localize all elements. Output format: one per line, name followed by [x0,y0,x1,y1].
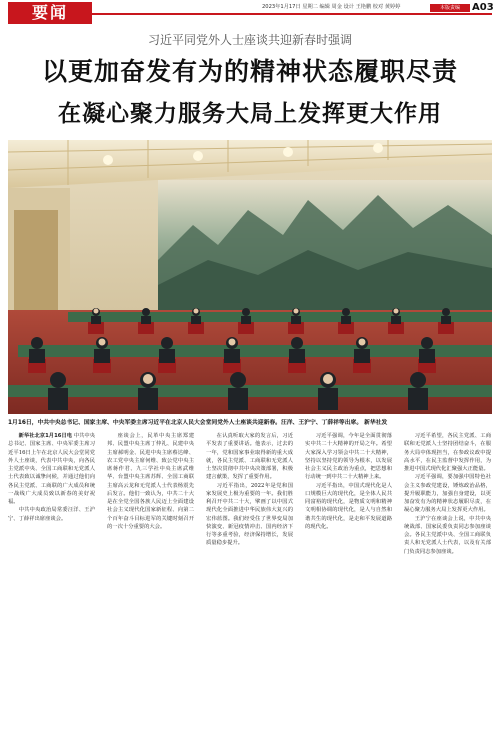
body-paragraph: 座谈会上，民革中央主席郑建邦、民盟中央主席丁仲礼、民建中央主席郝明金、民进中央主席蔡达峰、农工党中央主席何维、致公党中央主席蒋作君、九三学社中央主席武维华、台盟中央主席苏辉、全国工商联主席高云龙和无党派人士代表杨震先后发言。他们一致认为，中共二十大是在全党全国各族人民迈上全面建设社会主义现代化国家新征程、向第二个百年奋斗目标进军的关键时刻召开的一次十分重要的大会。 [107,433,194,530]
body-paragraph: 习近平强调，要加强中国特色社会主义参政党建设，锤炼政治品格，提升履职能力，加强自身建设，以更加奋发有为的精神状态履职尽责，在凝心聚力服务大局上发挥更大作用。 [404,474,491,514]
main-headline-line-1: 以更加奋发有为的精神状态履职尽责 [41,57,458,86]
body-paragraph: 王沪宁在座谈会上说，中共中央统战部、国家民委负责同志参加座谈会。各民主党派中央、全国工商联负责人和无党派人士代表，以及有关部门负责同志参加座谈。 [404,515,491,555]
news-photo [8,140,492,414]
body-paragraph: 中共中央政治局常委汪洋、王沪宁、丁薛祥出席座谈会。 [8,507,95,522]
main-headline-line-2: 在凝心聚力服务大局上发挥更大作用 [58,101,442,127]
article-body [8,432,492,744]
body-paragraph: 在认真听取大家的发言后，习近平发表了重要讲话。他表示，过去的一年，党和国家事业取得新的重大成就，各民主党派、工商联和无党派人士坚决贯彻中共中央决策部署，积极建言献策，发挥了重要作用。 [206,433,293,481]
kicker-headline: 习近平同党外人士座谈共迎新春时强调 [147,33,352,47]
edition-info: 2023年1月17日 星期二 编辑 周金 设计 王艳鹏 校对 黄婷婷 [262,4,401,10]
dateline: 新华社北京1月16日电 [18,433,73,439]
body-paragraph: 中共中央总书记、国家主席、中央军委主席习近平16日上午在北京人民大会堂同党外人士座谈，代表中共中央，向各民主党派中央、全国工商联和无党派人士代表致以诚挚问候，并通过他们向各民主党派、工商联的广大成员和统一战线广大成员致以新春的美好祝福。 [8,433,95,505]
body-column-2 [107,432,194,744]
header-rule [92,13,492,15]
page-number: A03 [472,2,494,13]
body-column-4 [305,432,392,744]
edition-badge: 本版责编 [430,4,470,12]
body-paragraph: 习近平指出，2022年是党和国家发展史上极为重要的一年。我们胜利召开中共二十大，擘画了以中国式现代化全面推进中华民族伟大复兴的宏伟蓝图。我们经受住了世界变局加快演变、新冠疫情冲击、国内经济下行等多重考验，经济保持增长，发展质量稳步提升。 [206,482,293,547]
body-column-1 [8,432,95,744]
body-paragraph: 习近平希望，各民主党派、工商联和无党派人士坚持团结奋斗，在服务大局中体现担当，在参政议政中提高水平，在民主监督中发挥作用，为推进中国式现代化汇聚强大正能量。 [404,433,491,472]
body-paragraph: 习近平强调，今年是全面贯彻落实中共二十大精神的开局之年。希望大家深入学习领会中共二十大精神，坚持以坚持党的领导为根本，以发展社会主义民主政治为重点，把思想和行动统一到中共二十大精神上来。 [305,433,392,481]
photo-caption: 1月16日，中共中央总书记、国家主席、中央军委主席习近平在北京人民大会堂同党外人士座谈共迎新春。汪洋、王沪宁、丁薛祥等出席。 新华社发 [8,420,388,426]
page-header [0,0,500,26]
section-tag: 要闻 [8,2,92,24]
body-paragraph: 习近平指出，中国式现代化是人口规模巨大的现代化，是全体人民共同富裕的现代化，是物质文明和精神文明相协调的现代化，是人与自然和谐共生的现代化，是走和平发展道路的现代化。 [305,482,392,530]
body-column-3 [206,432,293,744]
body-column-5 [404,432,491,744]
